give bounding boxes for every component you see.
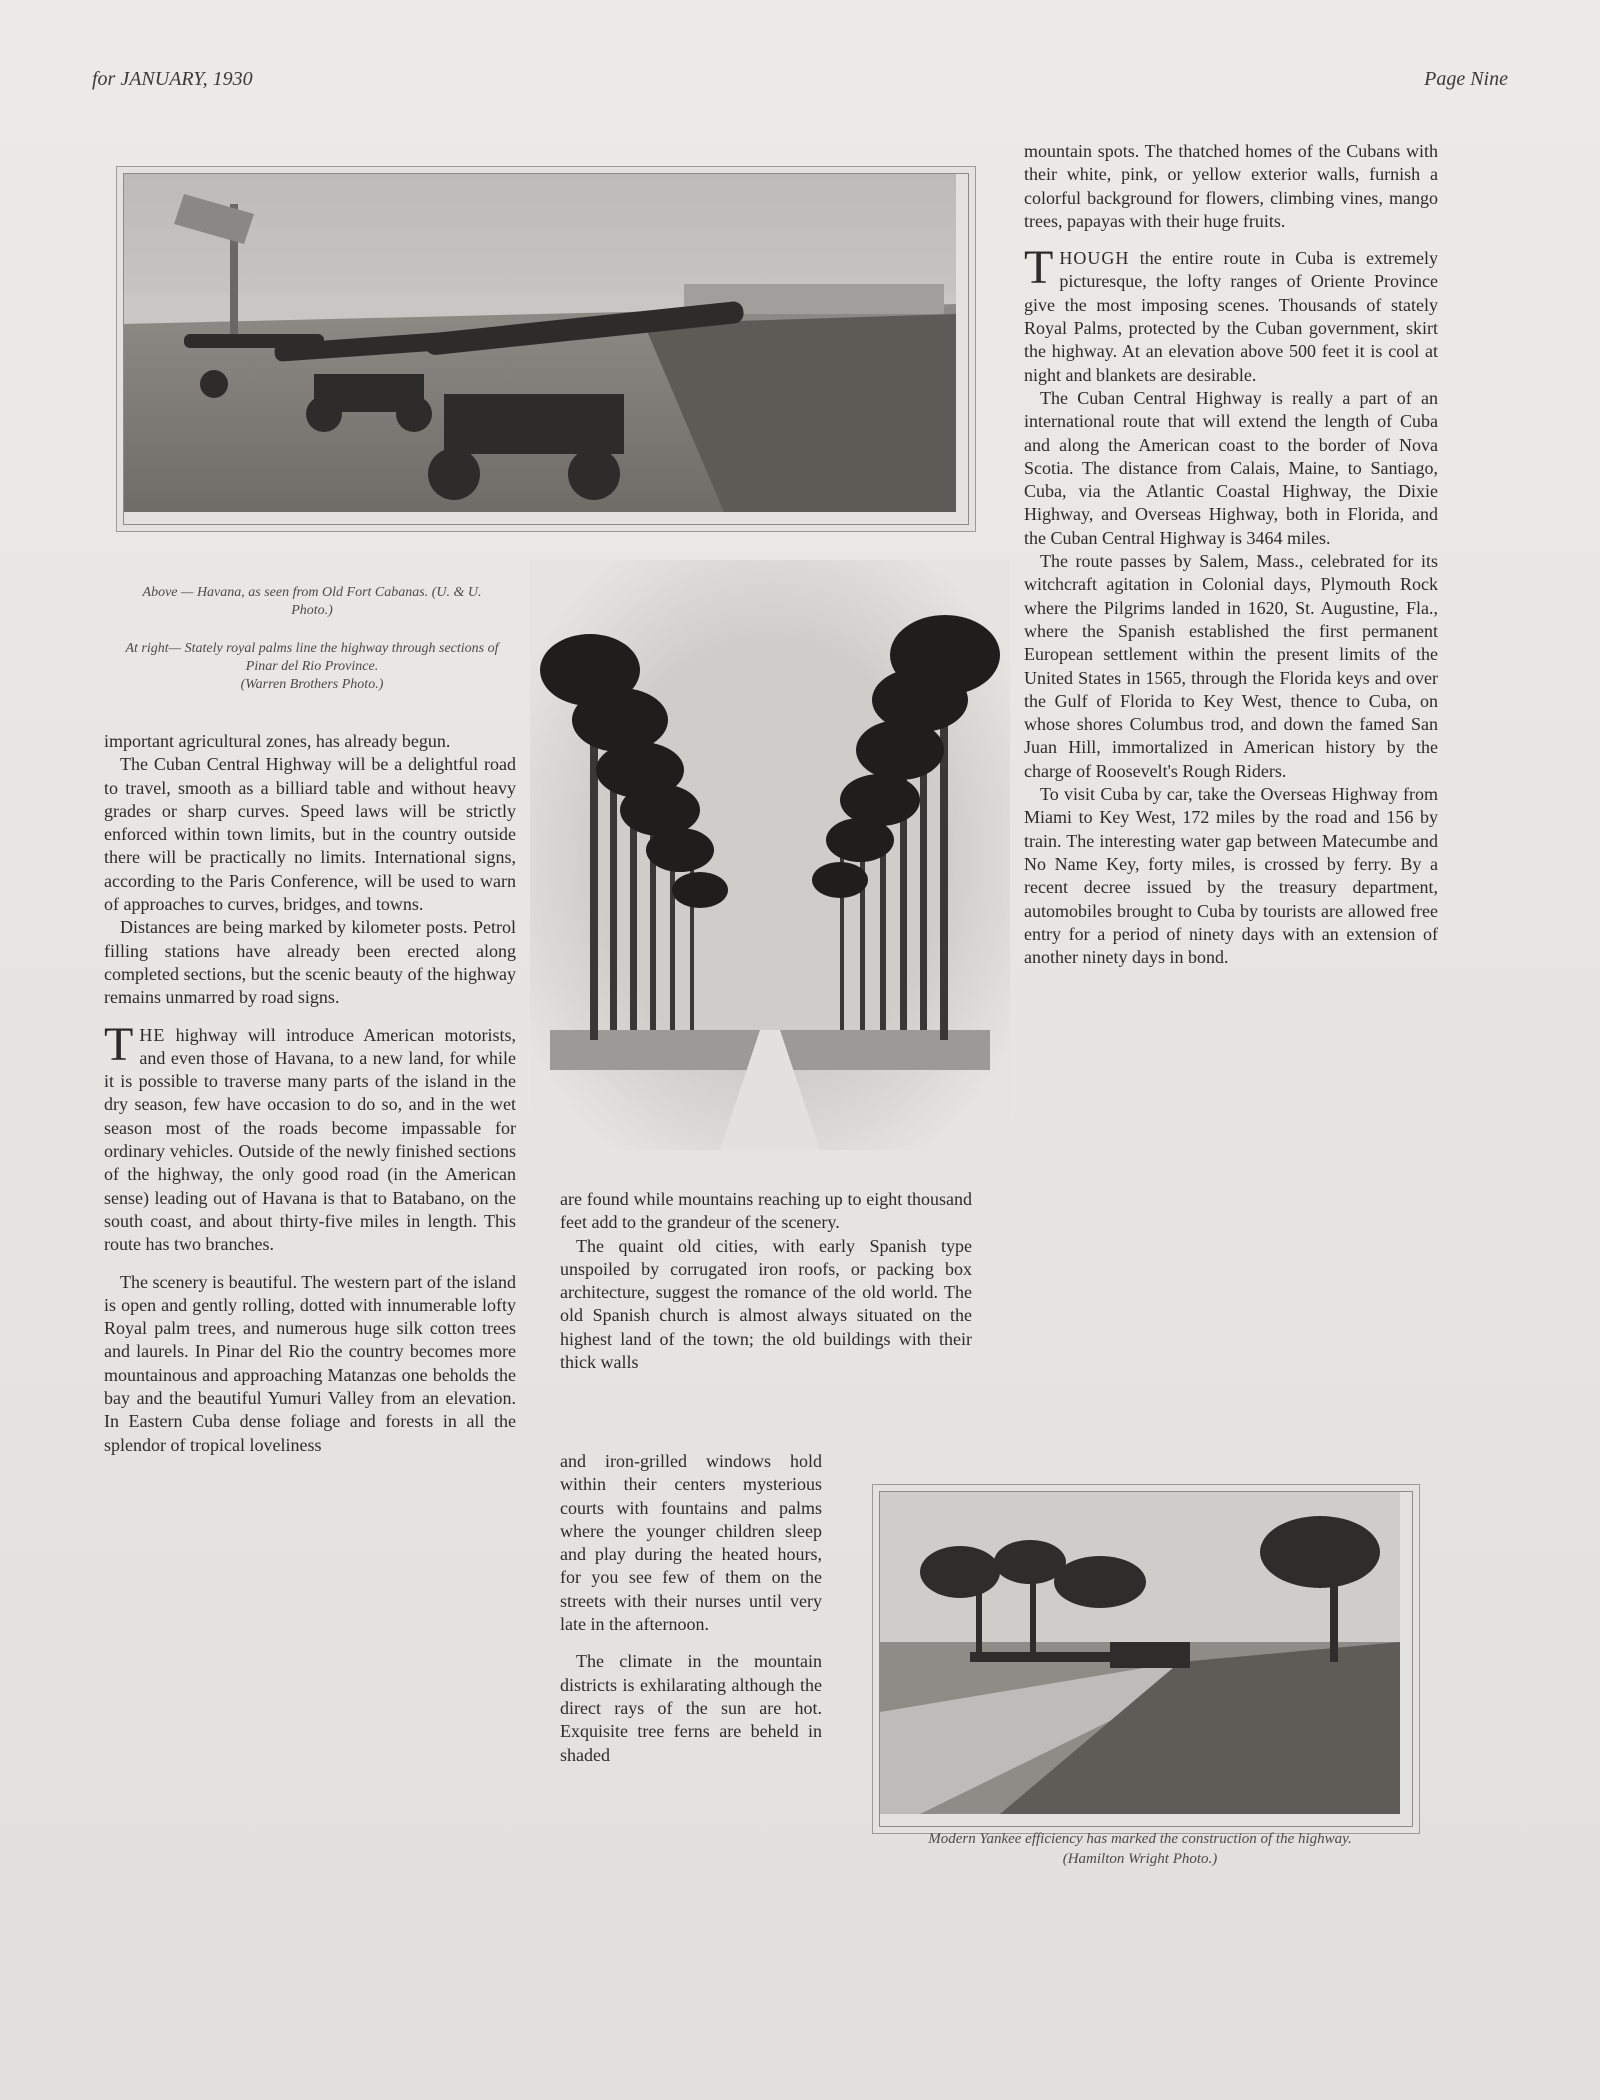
col2-paragraph-2: The quaint old cities, with early Spanish type unspoiled by corrugated iron roofs, or packing box architecture, suggest the romance of the old world. The old Spanish church is almost always situated on the highest land of the town; the old buildings with their thick walls bbox=[560, 1235, 972, 1373]
col1-paragraph-2: The Cuban Central Highway will be a delightful road to travel, smooth as a billiard table and without heavy grades or sharp curves. Speed laws will be strictly enforced within town limits, but in the country outside there will be practically no limits. International signs, according to the Paris Conference, will be used to warn of approaches to curves, bridges, and towns. bbox=[104, 754, 516, 915]
col2-paragraph-3: The climate in the mountain districts is exhilarating although the direct rays of the sun are hot. Exquisite tree ferns are beheld in shaded bbox=[560, 1651, 822, 1765]
col3-paragraph-2-leadin: HOUGH bbox=[1059, 248, 1130, 269]
construction-photo-illustration bbox=[880, 1492, 1400, 1814]
cannons-photo bbox=[116, 166, 976, 532]
construction-photo bbox=[872, 1484, 1420, 1834]
col3-paragraph-2-text: the entire route in Cuba is extremely picturesque, the lofty ranges of Oriente Province give the most imposing scenes. Thousands of stately Royal Palms, protected by the Cuban government, skirt the highway. At an elevation above 500 feet it is cool at night and blankets are desirable. bbox=[1024, 248, 1438, 385]
col1-paragraph-3: Distances are being marked by kilometer posts. Petrol filling stations have already been erected along completed sections, but the scenic beauty of the highway remains unmarred by road signs. bbox=[104, 917, 516, 1008]
col3-paragraph-1: mountain spots. The thatched homes of the Cubans with their white, pink, or yellow exterior walls, furnish a colorful background for flowers, climbing vines, mango trees, papayas with their huge fruits. bbox=[1024, 141, 1438, 231]
construction-photo-credit: (Hamilton Wright Photo.) bbox=[1062, 1851, 1218, 1867]
issue-date-header: for JANUARY, 1930 bbox=[92, 68, 253, 90]
col1-paragraph-5: The scenery is beautiful. The western part of the island is open and gently rolling, dotted with innumerable lofty Royal palm trees, and numerous huge silk cotton trees and laurels. In Pinar del Rio the country becomes more mountainous and approaching Matanzas one beholds the bay and the beautiful Yumuri Valley from an elevation. In Eastern Cuba dense foliage and forests in all the splendor of tropical loveliness bbox=[104, 1271, 516, 1455]
cannons-photo-caption: Above — Havana, as seen from Old Fort Cabanas. (U. & U. Photo.) bbox=[142, 585, 482, 618]
page-number-header: Page Nine bbox=[1424, 68, 1508, 90]
col1-paragraph-4-text: highway will introduce American motorists, and even those of Havana, to a new land, for while it is possible to traverse many parts of the island in the dry season, few have occasion to do so, and in the wet season most of the roads become impassable for ordinary vehicles. Outside of the newly finished sections of the highway, the only good road (in the American sense) leading out of Havana is that to Batabano, on the south coast, and about thirty-five miles in length. This route has two branches. bbox=[104, 1024, 516, 1255]
col2-paragraph-1: are found while mountains reaching up to eight thousand feet add to the grandeur of the scenery. bbox=[560, 1189, 972, 1233]
col3-paragraph-5: To visit Cuba by car, take the Overseas Highway from Miami to Key West, 172 miles by the road and 156 by train. The interesting water gap between Matecumbe and No Name Key, forty miles, is crossed by ferry. By a recent decree issued by the treasury department, automobiles brought to Cuba by tourists are allowed free entry for a period of ninety days with an extension of another ninety days in bond. bbox=[1024, 784, 1438, 968]
column-3 bbox=[1024, 140, 1438, 969]
palms-photo-credit: (Warren Brothers Photo.) bbox=[240, 677, 384, 692]
construction-photo-caption: Modern Yankee efficiency has marked the construction of the highway. bbox=[928, 1831, 1352, 1847]
column-2-upper bbox=[560, 1188, 972, 1374]
col1-paragraph-1: important agricultural zones, has already begun. bbox=[104, 731, 451, 751]
royal-palms-illustration bbox=[530, 560, 1010, 1150]
palms-photo-caption: At right— Stately royal palms line the highway through sections of Pinar del Rio Province. bbox=[125, 641, 499, 674]
column-1 bbox=[104, 730, 516, 1457]
col1-paragraph-4 bbox=[104, 1017, 516, 1257]
cannons-photo-illustration bbox=[124, 174, 956, 512]
col3-paragraph-2 bbox=[1024, 241, 1438, 387]
column-2-lower bbox=[560, 1450, 822, 1767]
col3-paragraph-3: The Cuban Central Highway is really a part of an international route that will extend the length of Cuba and along the American coast to the border of Nova Scotia. The distance from Calais, Maine, to Santiago, Cuba, via the Atlantic Coastal Highway, the Dixie Highway, and Overseas Highway, both in Florida, and the Cuban Central Highway is 3464 miles. bbox=[1024, 387, 1438, 548]
dropcap-t: T bbox=[104, 1017, 134, 1071]
col2-paragraph-2-continued: and iron-grilled windows hold within their centers mysterious courts with fountains and palms where the younger children sleep and play during the heated hours, for you see few of them on the streets with their nurses until very late in the afternoon. bbox=[560, 1451, 822, 1635]
dropcap-t-2: T bbox=[1024, 241, 1054, 295]
col3-paragraph-4: The route passes by Salem, Mass., celebrated for its witchcraft agitation in Colonial days, Plymouth Rock where the Pilgrims landed in 1620, St. Augustine, Fla., where the Spanish established the first permanent European settlement within the present limits of the United States in 1565, through the Florida keys and over the Gulf of Florida to Key West, thence to Cuba, on whose shores Columbus trod, and down the famed San Juan Hill, immortalized in American history by the charge of Roosevelt's Rough Riders. bbox=[1024, 551, 1438, 781]
col1-paragraph-4-leadin: HE bbox=[139, 1024, 166, 1045]
royal-palms-photo bbox=[530, 560, 1010, 1150]
